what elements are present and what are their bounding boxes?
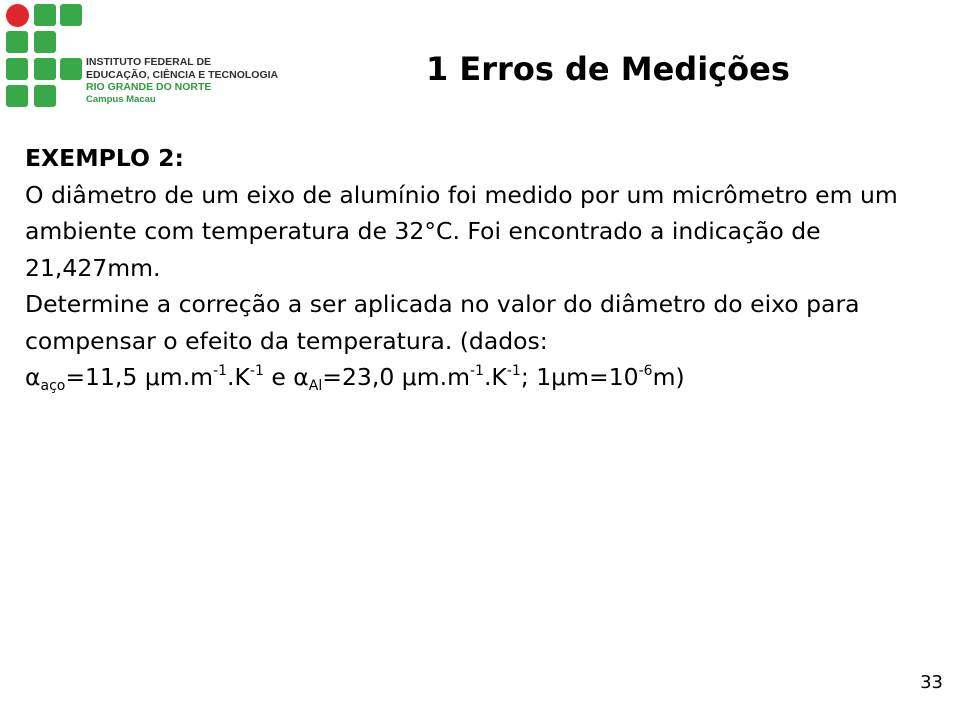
logo-square xyxy=(6,31,28,53)
exponent-neg6: -6 xyxy=(638,363,653,379)
logo-square xyxy=(34,85,56,107)
problem-paragraph-2: Determine a correção a ser aplicada no valor do diâmetro do eixo para compensar o efeito da temperatura. (dados: xyxy=(25,290,860,355)
logo-square xyxy=(6,58,28,80)
mu-symbol: μ xyxy=(401,363,417,391)
given-data-line xyxy=(25,359,940,396)
problem-paragraph-1: O diâmetro de um eixo de alumínio foi medido por um micrômetro em um ambiente com temperatura de 32°C. Foi encontrado a indicação de 21,427mm. xyxy=(25,180,898,282)
mu-symbol: μ xyxy=(551,363,567,391)
unit-k: .K xyxy=(483,363,507,391)
text-eq1: =11,5 xyxy=(65,363,145,391)
alpha-symbol: α xyxy=(293,363,309,391)
text-close: m) xyxy=(652,363,685,391)
mu-symbol: μ xyxy=(144,363,160,391)
logo-square xyxy=(60,58,82,80)
text-eq-10: m=10 xyxy=(566,363,639,391)
exponent-neg1: -1 xyxy=(249,363,264,379)
logo-square xyxy=(60,4,82,26)
institute-logo xyxy=(6,4,306,114)
logo-square xyxy=(34,31,56,53)
unit-m-m: m.m xyxy=(159,363,214,391)
logo-grid-icon xyxy=(6,4,82,110)
exponent-neg1: -1 xyxy=(213,363,228,379)
example-heading: EXEMPLO 2: xyxy=(25,144,184,172)
text-eq2: =23,0 xyxy=(322,363,402,391)
page-number: 33 xyxy=(920,672,943,693)
slide-content xyxy=(25,140,940,396)
exponent-neg1: -1 xyxy=(469,363,484,379)
alpha-symbol: α xyxy=(25,363,41,391)
logo-red-circle xyxy=(6,4,29,27)
logo-line-1: INSTITUTO FEDERAL DE xyxy=(86,56,212,68)
text-semicolon: ; 1 xyxy=(520,363,552,391)
logo-text xyxy=(86,56,278,106)
logo-square xyxy=(34,58,56,80)
subscript-aco: aço xyxy=(40,378,66,394)
exponent-neg1: -1 xyxy=(506,363,521,379)
subscript-al: Al xyxy=(308,378,323,394)
logo-square xyxy=(6,85,28,107)
logo-line-4: Campus Macau xyxy=(86,93,156,105)
unit-k: .K xyxy=(227,363,250,391)
slide-title: 1 Erros de Medições xyxy=(426,50,790,88)
logo-line-2: EDUCAÇÃO, CIÊNCIA E TECNOLOGIA xyxy=(86,68,279,81)
unit-m-m: m.m xyxy=(416,363,470,391)
text-and: e xyxy=(263,363,294,391)
logo-line-3: RIO GRANDE DO NORTE xyxy=(86,81,212,93)
logo-square xyxy=(34,4,56,26)
